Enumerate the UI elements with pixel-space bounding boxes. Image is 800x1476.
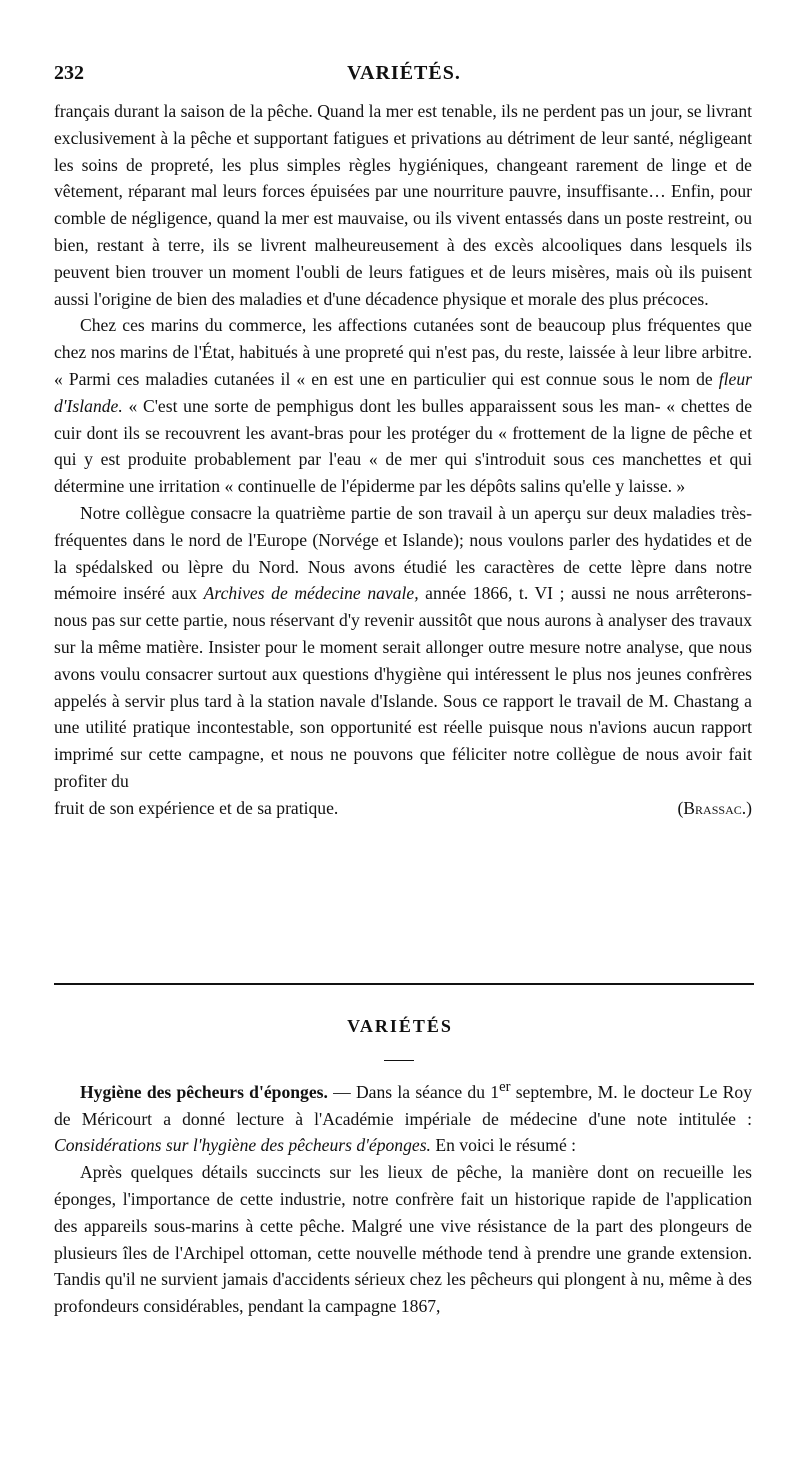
journal-title: Archives de médecine navale, [203, 583, 419, 604]
review-paragraph-2: Chez ces marins du commerce, les affections cutanées sont de beaucoup plus fréquentes que chez nos marins de l'État, habitués à une propreté qui n'est pas, du reste, laissée à leur libre arbitre. « Parmi ces maladies cutanées il « en est une en particulier qui est connue sous le nom de fleur d'Islande. « C'est une sorte de pemphigus dont les bulles apparaissent sous les man- « chettes de cuir dont ils se recouvrent les avant-bras pour les protéger du « frottement de la ligne de pêche et qui y est produite probablement par l'eau « de mer qui s'introduit sous ces manchettes et qui détermine une irritation « continuelle de l'épiderme par les dépôts salins qu'elle y laisse. » [54, 315, 752, 497]
note-title: Considérations sur l'hygiène des pêcheurs d'éponges. [54, 1135, 431, 1156]
review-author: (Brassac.) [677, 797, 752, 818]
running-title: VARIÉTÉS. [347, 62, 461, 84]
title-rule [384, 1060, 414, 1061]
review-paragraph-1: français durant la saison de la pêche. Quand la mer est tenable, ils ne perdent pas un jour, se livrant exclusivement à la pêche et supportant fatigues et privations au détriment de leur santé, négligeant les soins de propreté, les plus simples règles hygiéniques, changeant rarement de linge et de vêtement, réparant mal leurs forces épuisées par une nourriture pauvre, insuffisante… Enfin, pour comble de négligence, quand la mer est mauvaise, ou ils vivent entassés dans un poste restreint, ou bien, restant à terre, ils se livrent malheureusement à des excès alcooliques dans lesquels ils peuvent bien trouver un moment l'oubli de leurs fatigues et de leurs misères, mais où ils puisent aussi l'origine de bien des maladies et d'une décadence physique et morale des plus précoces. [54, 101, 752, 309]
review-paragraph-3: Notre collègue consacre la quatrième partie de son travail à un aperçu sur deux maladies très-fréquentes dans le nord de l'Europe (Norvége et Islande); nous voulons parler des hydatides et de la spédalsked ou lèpre du Nord. Nous avons étudié les caractères de cette lèpre dans notre mémoire inséré aux Archives de médecine navale, année 1866, t. VI ; aussi ne nous arrêterons-nous pas sur cette partie, nous réservant d'y revenir aussitôt que nous aurons à analyser des travaux sur la même matière. Insister pour le moment serait allonger outre mesure notre analyse, que nous avons voulu consacrer surtout aux questions d'hygiène qui intéressent le plus nos jeunes confrères appelés à servir plus tard à la station navale d'Islande. Sous ce rapport le travail de M. Chastang a une utilité pratique incontestable, son opportunité est réelle puisque nous n'avions aucun rapport imprimé sur cette campagne, et nous ne pouvons que féliciter notre collègue de nous avoir fait profiter du [54, 502, 753, 791]
page-number: 232 [54, 62, 84, 84]
article-paragraph-2: Après quelques détails succincts sur les lieux de pêche, la manière dont on recueille les éponges, l'importance de cette industrie, notre confrère fait un historique rapide de l'application des appareils sous-marins à cette pêche. Malgré une vive résistance de la part des plongeurs de plusieurs îles de l'Archipel ottoman, cette nouvelle méthode tend à prendre une grande extension. Tandis qu'il ne survient jamais d'accidents sérieux chez les pêcheurs qui plongent à nu, même à des profondeurs considérables, pendant la campagne 1867, [54, 1162, 752, 1317]
article-body [54, 1074, 752, 1320]
review-signature-line: fruit de son expérience et de sa pratique. (Brassac.) [54, 795, 752, 822]
fleur-islande-term: fleur d'Islande. [54, 368, 752, 416]
page-header [54, 62, 754, 90]
section-title: VARIÉTÉS [347, 1016, 453, 1036]
review-body [54, 98, 752, 822]
article-paragraph-1: Hygiène des pêcheurs d'éponges. — Dans la séance du 1er septembre, M. le docteur Le Roy de Méricourt a donné lecture à l'Académie impériale de médecine d'une note intitulée : Considérations sur l'hygiène des pêcheurs d'éponges. En voici le résumé : [54, 1079, 753, 1156]
article-heading: Hygiène des pêcheurs d'éponges. [80, 1081, 328, 1102]
section-divider [54, 983, 754, 985]
